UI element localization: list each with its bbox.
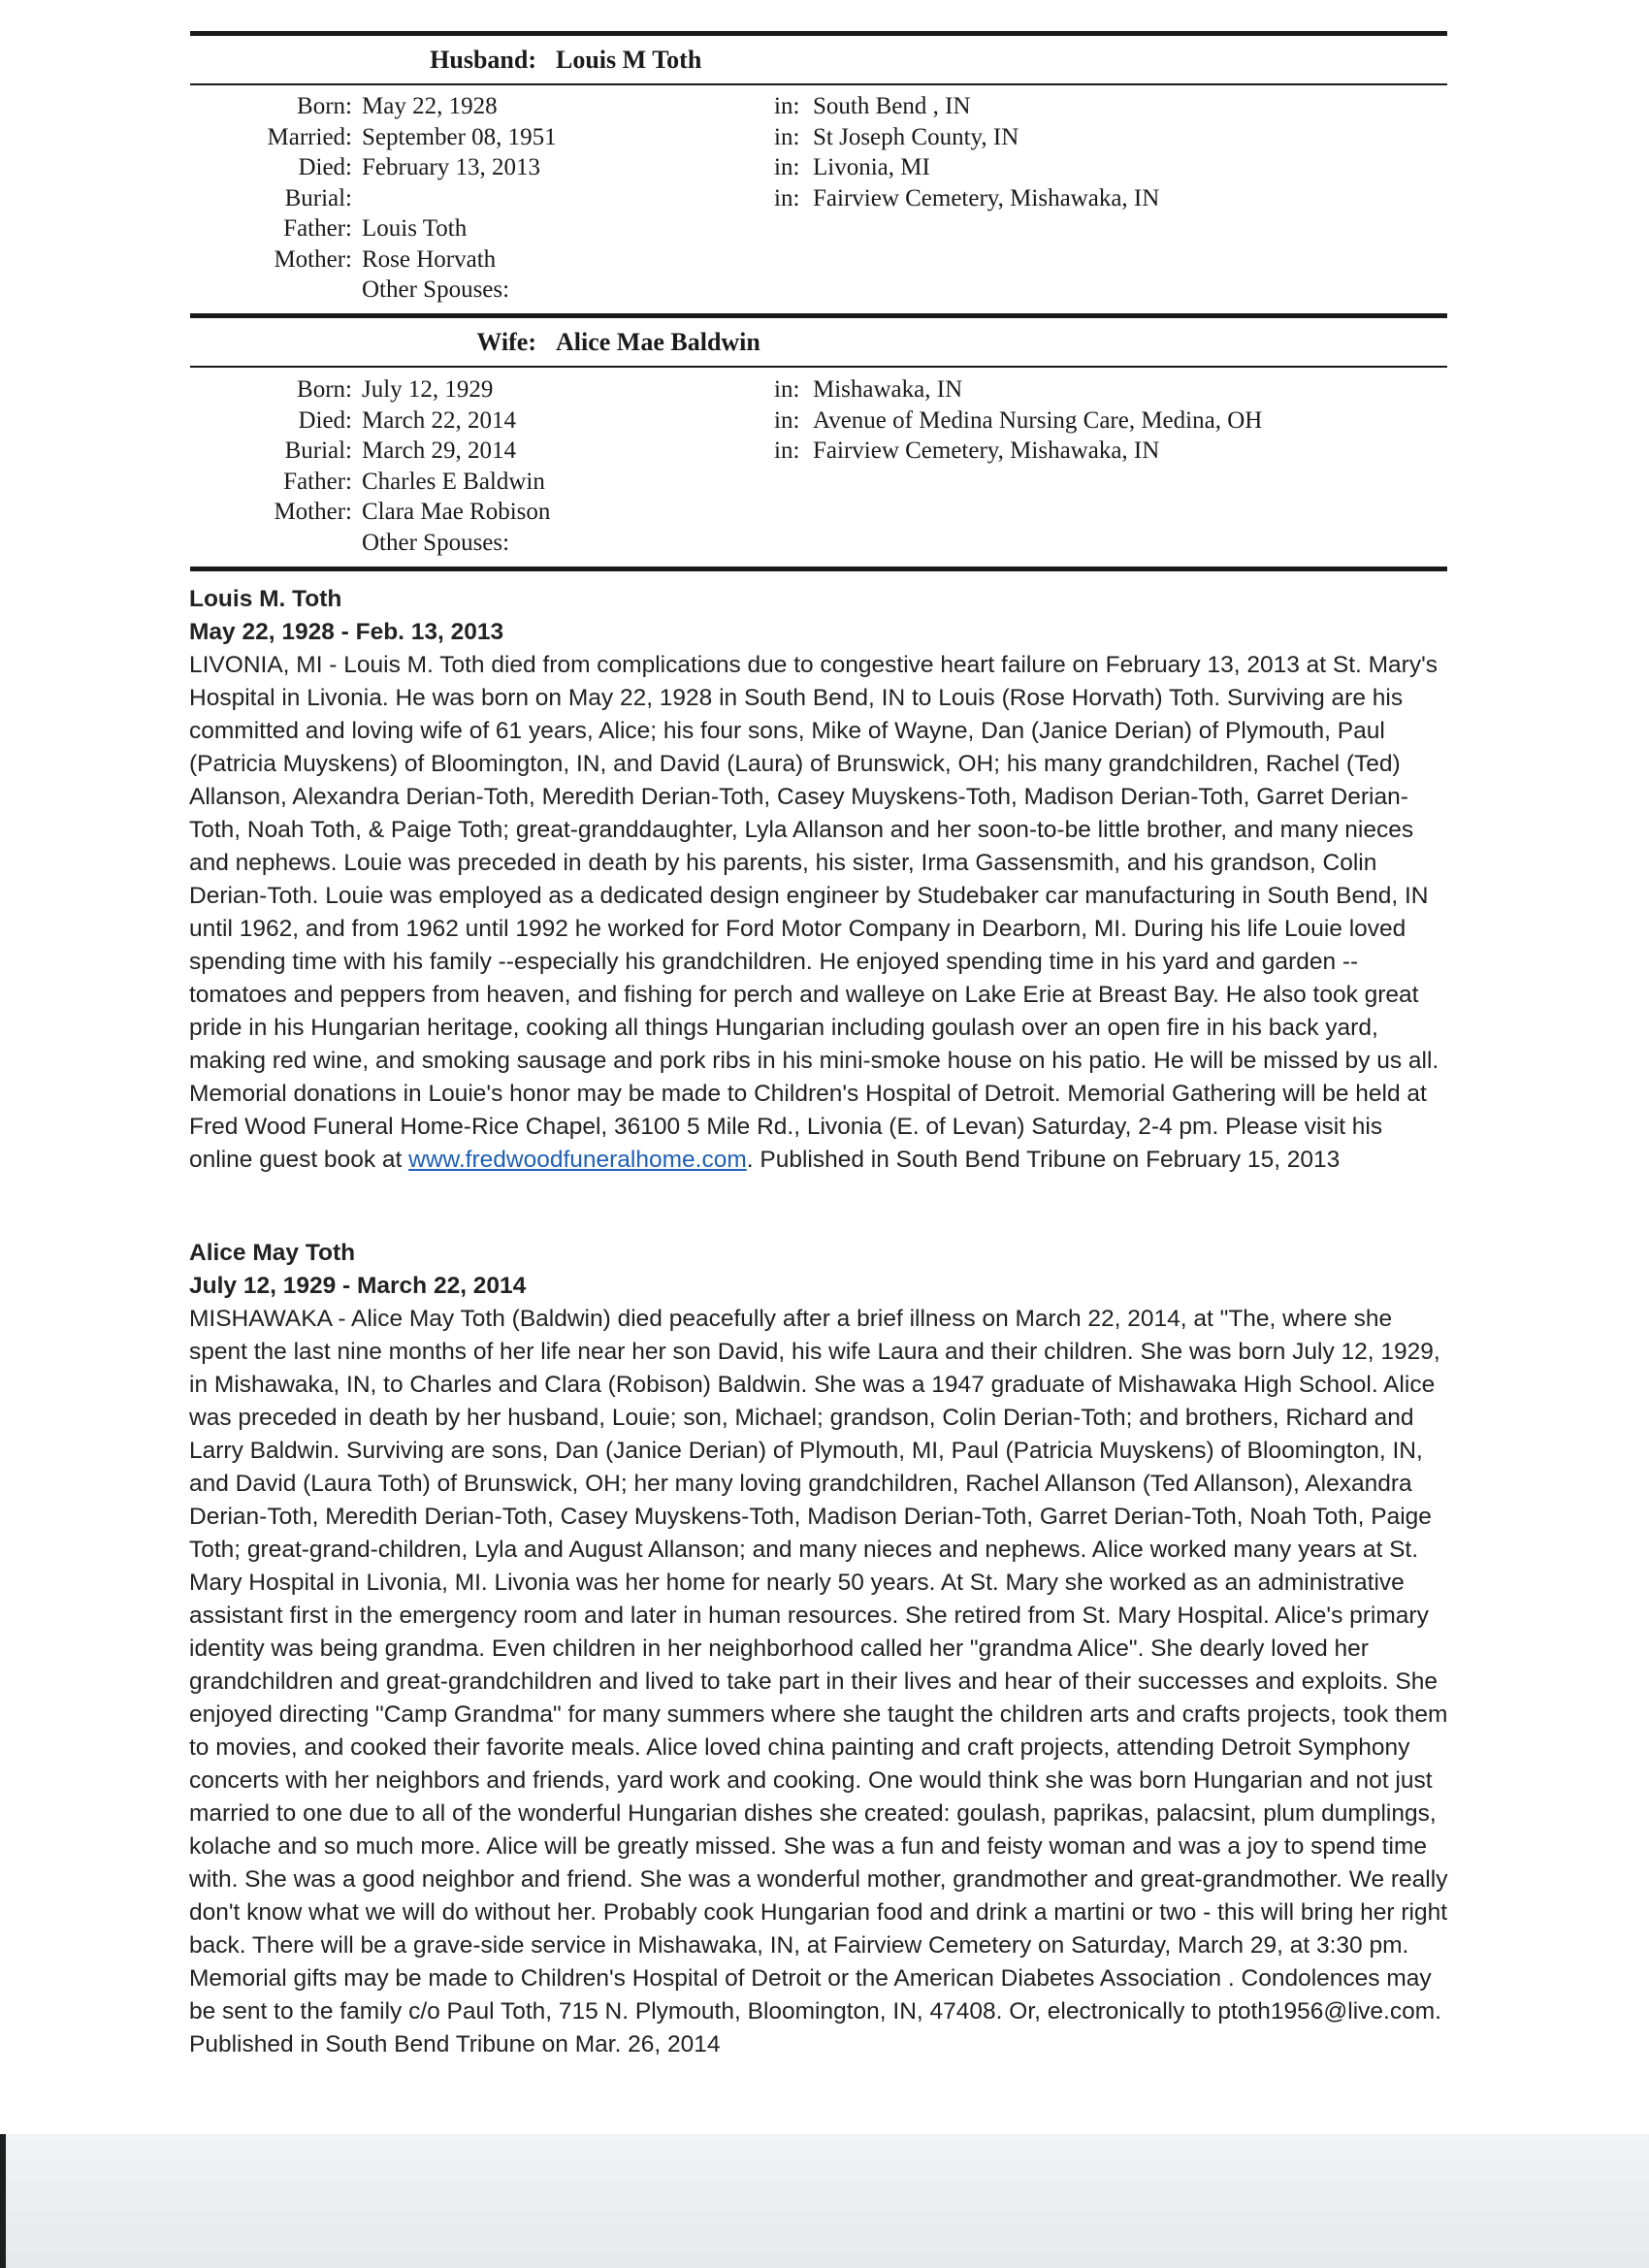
- husband-fact-father: [0, 213, 1649, 244]
- fact-value: July 12, 1929: [362, 376, 494, 403]
- fact-label: Father:: [283, 468, 352, 495]
- fact-place: Avenue of Medina Nursing Care, Medina, OH: [813, 406, 1263, 434]
- obituary-text: [189, 649, 1450, 1177]
- scan-bottom-edge: [0, 2134, 1649, 2268]
- husband-heading-label: Husband:: [430, 46, 536, 74]
- wife-top-rule: [190, 313, 1447, 318]
- fact-place: Livonia, MI: [813, 154, 930, 180]
- wife-fact-mother: [0, 497, 1649, 528]
- husband-fact-died: [0, 152, 1649, 183]
- husband-fact-mother: [0, 244, 1649, 275]
- fact-label: Died:: [298, 406, 352, 434]
- fact-in: in:: [774, 406, 800, 434]
- wife-heading-rule: [190, 366, 1447, 368]
- fact-value: Rose Horvath: [362, 245, 497, 273]
- obituary-body: MISHAWAKA - Alice May Toth (Baldwin) died peacefully after a brief illness on March 22, 2014, at "The, where she spent the last nine months of her life near her son David, his wife Laura and their children. She was born July 12, 1929, in Mishawaka, IN, to Charles and Clara (Robison) Baldwin. She was a 1947 graduate of Mishawaka High School. Alice was preceded in death by her husband, Louie; son, Michael; grandson, Colin Derian-Toth; and brothers, Richard and Larry Baldwin. Surviving are sons, Dan (Janice Derian) of Plymouth, MI, Paul (Patricia Muyskens) of Bloomington, IN, and David (Laura Toth) of Brunswick, OH; her many loving grandchildren, Rachel Allanson (Ted Allanson), Alexandra Derian-Toth, Meredith Derian-Toth, Casey Muyskens-Toth, Madison Derian-Toth, Garret Derian-Toth, Noah Toth, Paige Toth; great-grand-children, Lyla and August Allanson; and many nieces and nephews. Alice worked many years at St. Mary Hospital in Livonia, MI. Livonia was her home for nearly 50 years. At St. Mary she worked as an administrative assistant first in the emergency room and later in human resources. She retired from St. Mary Hospital. Alice's primary identity was being grandma. Even children in her neighborhood called her "grandma Alice". She dearly loved her grandchildren and great-grandchildren and lived to take part in their lives and hear of their successes and exploits. She enjoyed directing "Camp Grandma" for many summers where she taught the children arts and crafts projects, took them to movies, and cooked their favorite meals. Alice loved china painting and craft projects, attending Detroit Symphony concerts with her neighbors and friends, yard work and cooking. One would think she was born Hungarian and not just married to one due to all of the wonderful Hungarian dishes she created: goulash, paprikas, palacsint, plum dumplings, kolache and so much more. Alice will be greatly missed. She was a fun and feisty woman and was a joy to spend time with. She was a good neighbor and friend. She was a wonderful mother, grandmother and great-grandmother. We really don't know what we will do without her. Probably cook Hungarian food and drink a martini or two - this will bring her right back. There will be a grave-side service in Mishawaka, IN, at Fairview Cemetery on Saturday, March 29, at 3:30 pm. Memorial gifts may be made to Children's Hospital of Detroit or the American Diabetes Association . Condolences may be sent to the family c/o Paul Toth, 715 N. Plymouth, Bloomington, IN, 47408. Or, electronically to ptoth1956@live.com. Published in South Bend Tribune on Mar. 26, 2014: [189, 1306, 1448, 2057]
- fact-value: Clara Mae Robison: [362, 499, 551, 525]
- husband-heading-rule: [190, 83, 1447, 85]
- obituary-dates: July 12, 1929 - March 22, 2014: [189, 1273, 527, 1299]
- wife-fact-father: [0, 467, 1649, 498]
- fact-label: Mother:: [274, 499, 352, 525]
- fact-label: Burial:: [284, 184, 352, 211]
- fact-value: Louis Toth: [362, 215, 468, 242]
- scan-edge-shadow: [0, 2134, 6, 2268]
- fact-label: Mother:: [274, 245, 352, 273]
- wife-heading: [190, 321, 1447, 364]
- fact-value: September 08, 1951: [362, 123, 557, 150]
- fact-place: Fairview Cemetery, Mishawaka, IN: [813, 437, 1160, 464]
- fact-value: Charles E Baldwin: [362, 468, 545, 495]
- wife-fact-burial: [0, 436, 1649, 467]
- husband-heading: [190, 39, 1447, 81]
- wife-facts: [0, 374, 1649, 558]
- fact-label: Died:: [298, 154, 352, 180]
- fact-value: February 13, 2013: [362, 154, 540, 180]
- obituary-tail: . Published in South Bend Tribune on February 15, 2013: [746, 1147, 1341, 1173]
- wife-heading-label: Wife:: [476, 328, 536, 356]
- fact-value: March 29, 2014: [362, 437, 516, 464]
- fact-value: May 22, 1928: [362, 93, 498, 119]
- fact-place: St Joseph County, IN: [813, 123, 1019, 150]
- fact-label: Father:: [283, 215, 352, 242]
- fact-in: in:: [774, 123, 800, 150]
- husband-facts: [0, 91, 1649, 306]
- obituary-name: Alice May Toth: [189, 1240, 356, 1266]
- obituary-alice: [189, 1237, 1450, 2061]
- other-spouses-label: Other Spouses:: [362, 529, 510, 556]
- obituary-dates: May 22, 1928 - Feb. 13, 2013: [189, 619, 504, 645]
- fact-label: Burial:: [284, 437, 352, 464]
- husband-fact-burial: [0, 183, 1649, 214]
- fact-in: in:: [774, 376, 800, 403]
- top-rule: [190, 31, 1447, 36]
- fact-place: South Bend , IN: [813, 93, 971, 119]
- wife-other-spouses: [0, 528, 1649, 559]
- wife-fact-died: [0, 405, 1649, 437]
- wife-bottom-rule: [190, 567, 1447, 571]
- fact-in: in:: [774, 154, 800, 180]
- husband-fact-married: [0, 122, 1649, 153]
- fact-in: in:: [774, 437, 800, 464]
- fact-label: Born:: [297, 376, 352, 403]
- fact-in: in:: [774, 93, 800, 119]
- wife-heading-name: Alice Mae Baldwin: [556, 328, 760, 356]
- husband-heading-name: Louis M Toth: [556, 46, 702, 74]
- fact-place: Fairview Cemetery, Mishawaka, IN: [813, 184, 1160, 211]
- wife-fact-born: [0, 374, 1649, 405]
- fact-place: Mishawaka, IN: [813, 376, 963, 403]
- fact-label: Born:: [297, 93, 352, 119]
- obituary-louis: [189, 583, 1450, 1177]
- obituary-name: Louis M. Toth: [189, 586, 342, 612]
- husband-fact-born: [0, 91, 1649, 122]
- fact-label: Married:: [267, 123, 352, 150]
- obituary-body: LIVONIA, MI - Louis M. Toth died from complications due to congestive heart failure on February 13, 2013 at St. Mary's Hospital in Livonia. He was born on May 22, 1928 in South Bend, IN to Louis (Rose Horvath) Toth. Surviving are his committed and loving wife of 61 years, Alice; his four sons, Mike of Wayne, Dan (Janice Derian) of Plymouth, Paul (Patricia Muyskens) of Bloomington, IN, and David (Laura) of Brunswick, OH; his many grandchildren, Rachel (Ted) Allanson, Alexandra Derian-Toth, Meredith Derian-Toth, Casey Muyskens-Toth, Madison Derian-Toth, Garret Derian-Toth, Noah Toth, & Paige Toth; great-granddaughter, Lyla Allanson and her soon-to-be little brother, and many nieces and nephews. Louie was preceded in death by his parents, his sister, Irma Gassensmith, and his grandson, Colin Derian-Toth. Louie was employed as a dedicated design engineer by Studebaker car manufacturing in South Bend, IN until 1962, and from 1962 until 1992 he worked for Ford Motor Company in Dearborn, MI. During his life Louie loved spending time with his family --especially his grandchildren. He enjoyed spending time in his yard and garden -- tomatoes and peppers from heaven, and fishing for perch and walleye on Lake Erie at Breast Bay. He also took great pride in his Hungarian heritage, cooking all things Hungarian including goulash over an open fire in his back yard, making red wine, and smoking sausage and pork ribs in his mini-smoke house on his patio. He will be missed by us all. Memorial donations in Louie's honor may be made to Children's Hospital of Detroit. Memorial Gathering will be held at Fred Wood Funeral Home-Rice Chapel, 36100 5 Mile Rd., Livonia (E. of Levan) Saturday, 2-4 pm. Please visit his online guest book at: [189, 652, 1439, 1173]
- husband-other-spouses: [0, 275, 1649, 306]
- other-spouses-label: Other Spouses:: [362, 276, 510, 303]
- fact-value: March 22, 2014: [362, 406, 516, 434]
- fact-in: in:: [774, 184, 800, 211]
- funeral-home-link[interactable]: www.fredwoodfuneralhome.com: [408, 1147, 747, 1173]
